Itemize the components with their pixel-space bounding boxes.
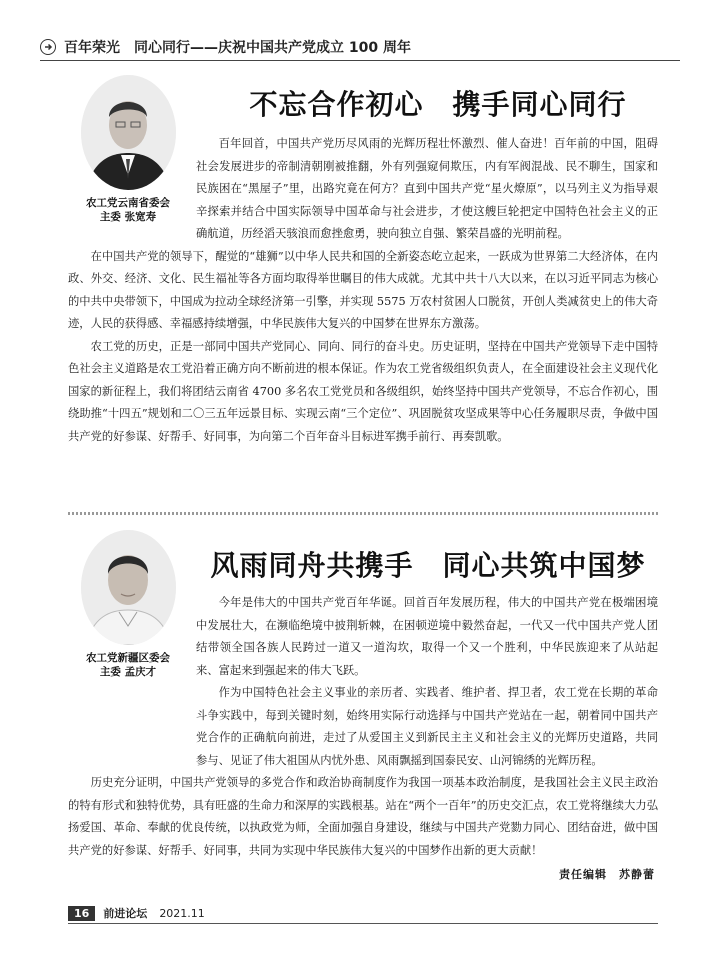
author-name: 主委 孟庆才 [99,666,157,678]
article-2 [68,530,658,862]
paragraph: 今年是伟大的中国共产党百年华诞。回首百年发展历程，伟大的中国共产党在极端困境中发展壮大，在濒临绝境中披荆斩棘，在困顿逆境中毅然奋起，一代又一代中国共产党人团结带领全国各族人民跨过一道又一道沟坎，取得一个又一个胜利，中华民族迎来了从站起来、富起来到强起来的伟大飞跃。 [196,596,658,677]
article-headline: 不忘合作初心 携手同心同行 [249,88,627,121]
author-caption [68,651,188,679]
article-headline: 风雨同舟共携手 同心共筑中国梦 [210,549,646,582]
issue-date: 2021.11 [159,906,205,920]
editor-signature: 责任编辑 苏静蕾 [559,868,655,881]
paragraph: 历史充分证明，中国共产党领导的多党合作和政治协商制度作为我国一项基本政治制度，是我国社会主义民主政治的特有形式和独特优势，具有旺盛的生命力和深厚的实践根基。站在“两个一百年”的历史交汇点，农工党将继续大力弘扬爱国、革命、奉献的优良传统，以执政党为师，全面加强自身建设，继续与中国共产党勠力同心、团结奋进，做中国共产党的好参谋、好帮手、好同事，共同为实现中华民族伟大复兴的中国梦作出新的更大贡献！ [68,776,658,857]
author-block-2 [68,530,188,679]
author-block-1 [68,75,188,224]
paragraph: 农工党的历史，正是一部同中国共产党同心、同向、同行的奋斗史。历史证明，坚持在中国共产党领导下走中国特色社会主义道路是农工党沿着正确方向不断前进的根本保证。作为农工党省级组织负责人，在全面建设社会主义现代化国家的新征程上，我们将团结云南省 4700 多名农工党党员和各级组织，始终坚持中国共产党领导，不忘合作初心，围绕助推“十四五”规划和二〇三五年远景目标、实现云南“三个定位”、巩固脱贫攻坚成果等中心任务履职尽责，争做中国共产党的好参谋、好帮手、好同事，为向第二个百年奋斗目标进军携手前行、再奏凯歌。 [68,339,658,443]
article-intro [196,592,658,682]
paragraph: 百年回首，中国共产党历尽风雨的光辉历程壮怀激烈、催人奋进！百年前的中国，阻碍社会发展进步的帝制清朝刚被推翻，外有列强窥伺欺压，内有军阀混战、民不聊生，国家和民族困在“黑屋子”里，出路究竟在何方？直到中国共产党“星火燎原”，以马列主义为指导艰辛探索并结合中国实际领导中国革命与社会进步，才使这艘巨轮把定中国特色社会主义的正确航道，历经滔天骇浪而愈挫愈勇，驶向独立自强、繁荣昌盛的光明前程。 [196,137,658,240]
page-number: 16 [68,906,95,921]
page-header [40,36,680,58]
author-org: 农工党新疆区委会 [86,652,170,664]
footer-rule [68,923,658,924]
author-caption [68,196,188,224]
author-org: 农工党云南省委会 [86,197,170,209]
arrow-right-icon [40,39,56,55]
page-footer [68,905,205,921]
magazine-name: 前进论坛 [103,907,148,920]
portrait-photo [81,75,176,190]
portrait-photo [81,530,176,645]
article-1 [68,75,658,448]
article-intro [196,133,658,246]
paragraph: 在中国共产党的领导下，醒觉的“雄狮”以中华人民共和国的全新姿态屹立起来，一跃成为世界第二大经济体，在内政、外交、经济、文化、民生福祉等各方面均取得举世瞩目的伟大成就。尤其中共十八大以来，在以习近平同志为核心的中共中央带领下，中国成为拉动全球经济第一引擎，并实现 5575 万农村贫困人口脱贫，开创人类减贫史上的伟大奇迹，人民的获得感、幸福感持续增强，中华民族伟大复兴的中国梦在世界东方激荡。 [68,249,658,330]
header-title: 百年荣光 同心同行——庆祝中国共产党成立 100 周年 [64,40,411,56]
header-rule [40,60,680,61]
author-name: 主委 张宽寿 [99,211,157,223]
section-divider [68,512,658,515]
paragraph: 作为中国特色社会主义事业的亲历者、实践者、维护者、捍卫者，农工党在长期的革命斗争实践中，每到关键时刻，始终用实际行动选择与中国共产党站在一起，朝着同中国共产党合作的正确航向前进，走过了从爱国主义到新民主主义和社会主义的光辉历史道路，共同参与、见证了伟大祖国从内忧外患、风雨飘摇到国泰民安、山河锦绣的光辉历程。 [196,686,658,767]
